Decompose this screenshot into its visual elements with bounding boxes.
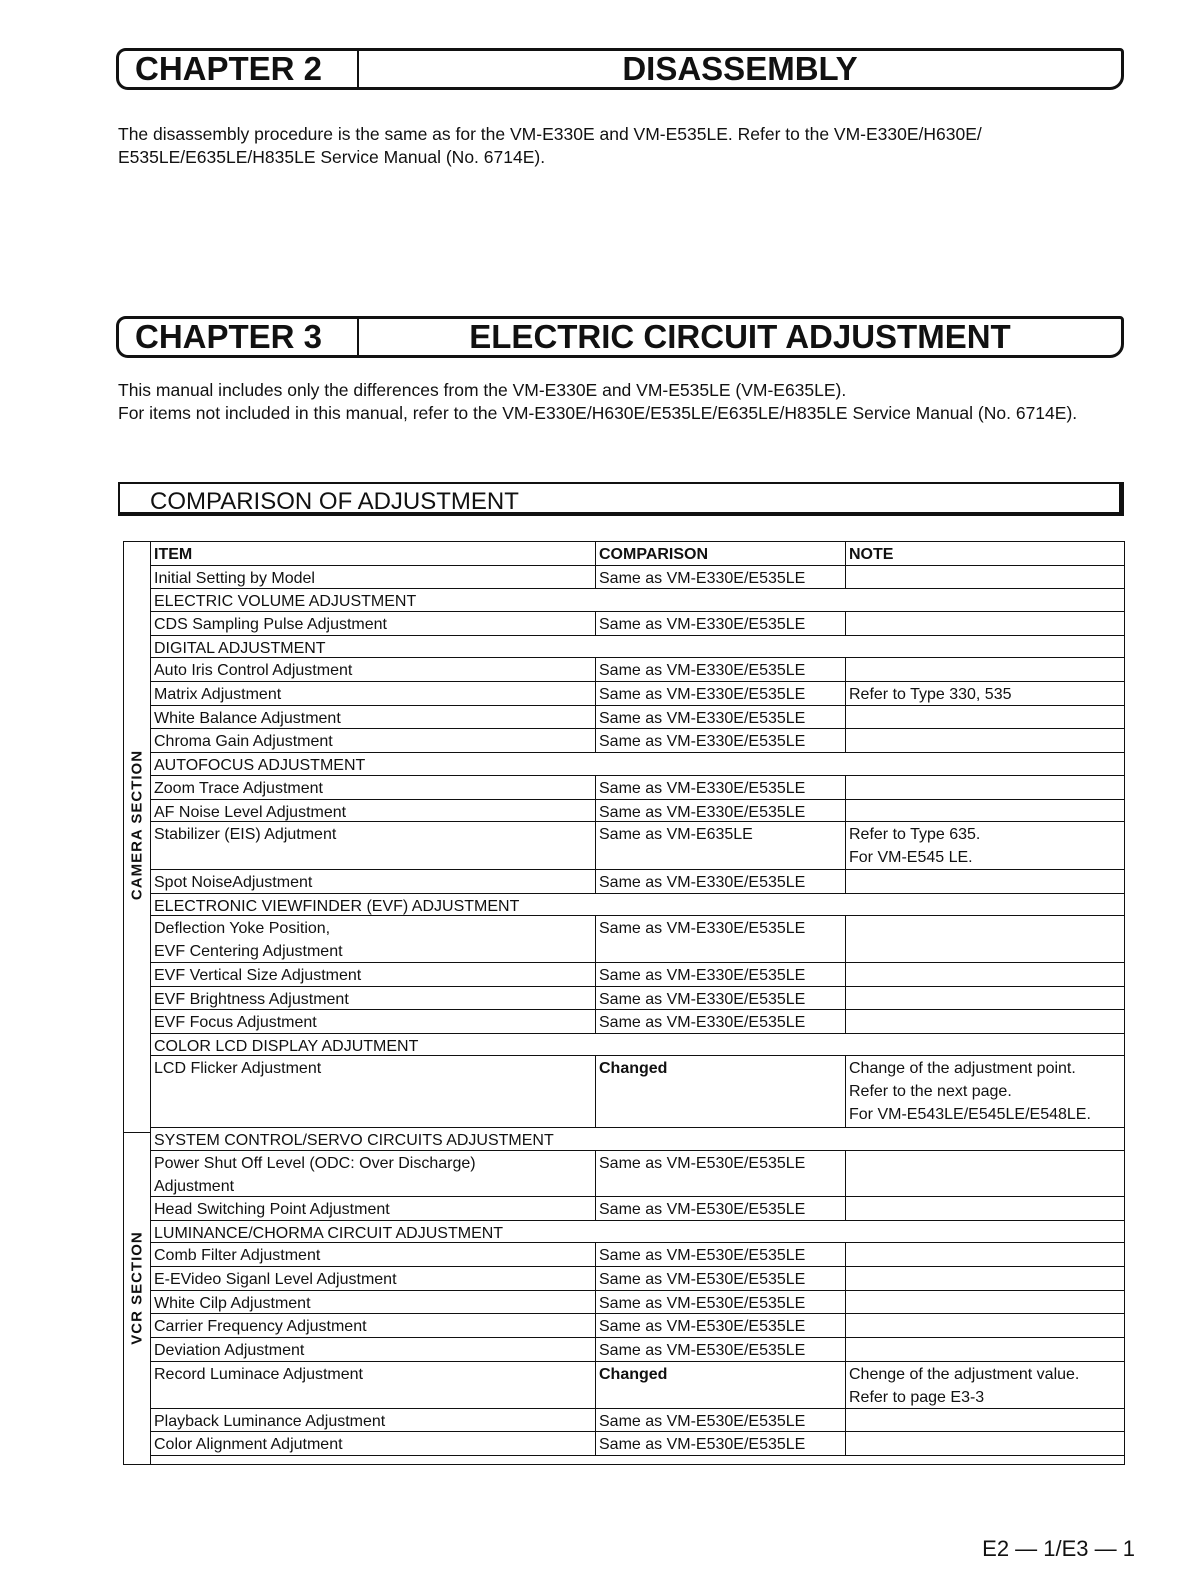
- table-row: [151, 729, 1124, 753]
- note-cell: [845, 1151, 1124, 1196]
- note-cell-text: For VM-E543LE/E545LE/E548LE.: [849, 1106, 1091, 1123]
- item-cell: [151, 1291, 595, 1313]
- item-cell: [151, 963, 595, 986]
- table-row: [151, 1432, 1124, 1456]
- camera-section-side: [124, 542, 151, 1133]
- table-row: [151, 776, 1124, 800]
- page-number: E2 — 1/E3 — 1: [982, 1536, 1135, 1561]
- comparison-heading: COMPARISON OF ADJUSTMENT: [150, 488, 519, 515]
- item-cell-text: E-EVideo Siganl Level Adjustment: [154, 1271, 397, 1288]
- comparison-cell: [595, 776, 845, 799]
- comparison-cell-text: Changed: [599, 1060, 668, 1077]
- item-cell-text: Head Switching Point Adjustment: [154, 1201, 390, 1218]
- vcr-section-side: [124, 1133, 151, 1464]
- table-row: [151, 1010, 1124, 1034]
- table-row: [151, 1338, 1124, 1362]
- vcr-section-label: VCR SECTION: [128, 1231, 146, 1345]
- comparison-cell-text: Changed: [599, 1366, 668, 1383]
- item-cell-text: Record Luminace Adjustment: [154, 1366, 363, 1383]
- table-section-row: [151, 1034, 1124, 1056]
- comparison-cell-text: Same as VM-E530E/E535LE: [599, 1318, 806, 1335]
- section-title-cell-text: DIGITAL ADJUSTMENT: [154, 640, 326, 657]
- item-cell-text: EVF Focus Adjustment: [154, 1014, 317, 1031]
- item-cell-text: Carrier Frequency Adjustment: [154, 1318, 367, 1335]
- comparison-cell-text: Same as VM-E330E/E535LE: [599, 780, 806, 797]
- chapter-3-number: CHAPTER 3: [119, 319, 359, 355]
- comparison-cell-text: Same as VM-E330E/E535LE: [599, 710, 806, 727]
- item-cell: [151, 776, 595, 799]
- item-cell: [151, 1314, 595, 1337]
- table-row: [151, 566, 1124, 589]
- chapter-2-title: DISASSEMBLY: [622, 50, 858, 87]
- table-row: [151, 682, 1124, 706]
- chapter-3-line-2: For items not included in this manual, refer to the VM-E330E/H630E/E535LE/E635LE/H835LE Service Manual (No. 6714E).: [118, 403, 1078, 423]
- note-cell: [845, 706, 1124, 728]
- comparison-cell-text: Same as VM-E330E/E535LE: [599, 686, 806, 703]
- note-cell-text: Change of the adjustment point.: [849, 1060, 1076, 1077]
- comparison-cell: [595, 1362, 845, 1408]
- note-cell: [845, 987, 1124, 1009]
- note-cell: [845, 1362, 1124, 1408]
- section-title-cell-text: LUMINANCE/CHORMA CIRCUIT ADJUSTMENT: [154, 1225, 504, 1242]
- note-cell: [845, 1056, 1124, 1127]
- item-cell: [151, 1267, 595, 1290]
- comparison-cell: [595, 800, 845, 821]
- item-cell-text: Deviation Adjustment: [154, 1342, 305, 1359]
- comparison-cell-text: Same as VM-E530E/E535LE: [599, 1436, 806, 1453]
- comparison-cell-text: Same as VM-E530E/E535LE: [599, 1342, 806, 1359]
- note-cell: [845, 658, 1124, 681]
- table-row: [151, 1151, 1124, 1197]
- note-cell: [845, 1010, 1124, 1033]
- note-cell: [845, 1409, 1124, 1431]
- comparison-cell-text: Same as VM-E635LE: [599, 826, 753, 843]
- item-cell-text: Chroma Gain Adjustment: [154, 733, 333, 750]
- note-cell: [845, 1267, 1124, 1290]
- note-cell: [845, 916, 1124, 962]
- table-row: [151, 870, 1124, 894]
- item-cell: [151, 682, 595, 705]
- comparison-cell: [595, 1338, 845, 1361]
- comparison-cell-text: Same as VM-E330E/E535LE: [599, 1014, 806, 1031]
- comparison-cell-text: Same as VM-E530E/E535LE: [599, 1155, 806, 1172]
- camera-section-label: CAMERA SECTION: [128, 749, 146, 901]
- note-cell: [845, 800, 1124, 821]
- chapter-3-text-block: [118, 379, 1108, 425]
- chapter-2-number: CHAPTER 2: [119, 51, 359, 87]
- note-cell: [845, 963, 1124, 986]
- note-cell: [845, 822, 1124, 869]
- item-cell: [151, 1151, 595, 1196]
- item-cell-text: Auto Iris Control Adjustment: [154, 662, 353, 679]
- comparison-cell-text: Same as VM-E530E/E535LE: [599, 1295, 806, 1312]
- table-section-row: [151, 1221, 1124, 1243]
- item-cell-text: Stabilizer (EIS) Adjutment: [154, 826, 337, 843]
- item-cell-text: Color Alignment Adjutment: [154, 1436, 343, 1453]
- chapter-3-title: ELECTRIC CIRCUIT ADJUSTMENT: [469, 318, 1011, 355]
- note-cell: [845, 776, 1124, 799]
- item-cell: [151, 870, 595, 893]
- item-cell-text: AF Noise Level Adjustment: [154, 804, 347, 821]
- section-title-cell: [151, 1128, 1124, 1150]
- comparison-cell: [595, 822, 845, 869]
- table-row: [151, 612, 1124, 636]
- comparison-cell-text: Same as VM-E330E/E535LE: [599, 616, 806, 633]
- comparison-cell: [595, 612, 845, 635]
- table-section-row: [151, 636, 1124, 658]
- item-cell-text: LCD Flicker Adjustment: [154, 1060, 322, 1077]
- chapter-2-text-block: [118, 123, 1108, 169]
- comparison-cell-text: Same as VM-E530E/E535LE: [599, 1271, 806, 1288]
- comparison-cell-text: Same as VM-E330E/E535LE: [599, 920, 806, 937]
- item-cell-text: Power Shut Off Level (ODC: Over Discharge): [154, 1155, 476, 1172]
- comparison-cell: [595, 1010, 845, 1033]
- comparison-cell: [595, 963, 845, 986]
- section-title-cell-text: AUTOFOCUS ADJUSTMENT: [154, 757, 366, 774]
- item-cell: [151, 800, 595, 821]
- note-cell: [845, 1291, 1124, 1313]
- table-row: [151, 800, 1124, 822]
- item-cell: [151, 612, 595, 635]
- comparison-heading-box: [118, 482, 1124, 516]
- table-row: [151, 963, 1124, 987]
- item-cell: [151, 706, 595, 728]
- table-row: [151, 1409, 1124, 1432]
- table-section-row: [151, 753, 1124, 776]
- item-cell-text: EVF Brightness Adjustment: [154, 991, 349, 1008]
- item-cell: [151, 822, 595, 869]
- table-row: [151, 1267, 1124, 1291]
- section-title-cell: [151, 1221, 1124, 1242]
- table-row: [151, 706, 1124, 729]
- comparison-cell: [595, 1291, 845, 1313]
- table-row: [151, 1243, 1124, 1267]
- item-cell: [151, 916, 595, 962]
- item-cell-text: CDS Sampling Pulse Adjustment: [154, 616, 387, 633]
- note-cell: [845, 729, 1124, 752]
- comparison-cell: [595, 1151, 845, 1196]
- item-cell: [151, 1338, 595, 1361]
- comparison-cell: [595, 1243, 845, 1266]
- comparison-cell: [595, 658, 845, 681]
- comparison-cell: [595, 1056, 845, 1127]
- item-cell-text: EVF Vertical Size Adjustment: [154, 967, 362, 984]
- note-cell: [845, 1338, 1124, 1361]
- note-cell: [845, 682, 1124, 705]
- item-cell-text: Zoom Trace Adjustment: [154, 780, 323, 797]
- item-cell-text: Comb Filter Adjustment: [154, 1247, 321, 1264]
- note-cell: [845, 1432, 1124, 1455]
- table-row: [151, 1291, 1124, 1314]
- comparison-cell: [595, 706, 845, 728]
- table-row: [151, 1056, 1124, 1128]
- note-cell: [845, 612, 1124, 635]
- table-section-row: [151, 1128, 1124, 1151]
- section-title-cell-text: ELECTRONIC VIEWFINDER (EVF) ADJUSTMENT: [154, 898, 520, 915]
- header-item: ITEM: [154, 546, 193, 563]
- item-cell-text: Matrix Adjustment: [154, 686, 282, 703]
- table-row: [151, 658, 1124, 682]
- table-header-row: [151, 542, 1124, 566]
- comparison-cell: [595, 1197, 845, 1220]
- table-section-row: [151, 894, 1124, 916]
- note-cell: [845, 1314, 1124, 1337]
- item-cell: [151, 729, 595, 752]
- comparison-cell-text: Same as VM-E530E/E535LE: [599, 1201, 806, 1218]
- comparison-cell-text: Same as VM-E530E/E535LE: [599, 1413, 806, 1430]
- note-cell-text: Chenge of the adjustment value.: [849, 1366, 1080, 1383]
- note-cell: [845, 1197, 1124, 1220]
- table-row: [151, 1197, 1124, 1221]
- item-cell-text: White Cilp Adjustment: [154, 1295, 311, 1312]
- item-cell: [151, 658, 595, 681]
- table-row: [151, 987, 1124, 1010]
- section-title-cell: [151, 894, 1124, 915]
- item-cell: [151, 1409, 595, 1431]
- chapter-2-banner: [116, 48, 1124, 90]
- section-title-cell-text: COLOR LCD DISPLAY ADJUTMENT: [154, 1038, 419, 1055]
- note-cell-text: Refer to Type 635.: [849, 826, 981, 843]
- comparison-cell: [595, 1409, 845, 1431]
- item-cell-text: Initial Setting by Model: [154, 570, 315, 587]
- item-cell: [151, 1197, 595, 1220]
- item-cell-text: Playback Luminance Adjustment: [154, 1413, 386, 1430]
- comparison-cell: [595, 729, 845, 752]
- section-title-cell: [151, 753, 1124, 775]
- item-cell-text: Deflection Yoke Position,: [154, 920, 331, 937]
- item-cell: [151, 566, 595, 588]
- comparison-cell-text: Same as VM-E330E/E535LE: [599, 662, 806, 679]
- note-cell: [845, 1243, 1124, 1266]
- item-cell: [151, 1362, 595, 1408]
- chapter-3-banner: [116, 316, 1124, 358]
- chapter-2-text: The disassembly procedure is the same as for the VM-E330E and VM-E535LE. Refer to the VM-E330E/H630E/ E535LE/E635LE/H835LE Service Manual (No. 6714E).: [118, 124, 982, 167]
- comparison-cell-text: Same as VM-E330E/E535LE: [599, 991, 806, 1008]
- comparison-table: [123, 541, 1125, 1465]
- comparison-cell: [595, 1432, 845, 1455]
- comparison-cell: [595, 870, 845, 893]
- comparison-cell: [595, 987, 845, 1009]
- item-cell: [151, 1243, 595, 1266]
- comparison-cell-text: Same as VM-E530E/E535LE: [599, 1247, 806, 1264]
- section-title-cell-text: SYSTEM CONTROL/SERVO CIRCUITS ADJUSTMENT: [154, 1132, 554, 1149]
- header-note: NOTE: [845, 542, 1124, 565]
- item-cell: [151, 1010, 595, 1033]
- item-cell-text: Adjustment: [154, 1178, 235, 1195]
- comparison-cell: [595, 1267, 845, 1290]
- section-title-cell: [151, 1034, 1124, 1055]
- header-comparison: COMPARISON: [595, 542, 845, 565]
- item-cell: [151, 987, 595, 1009]
- item-cell: [151, 1432, 595, 1455]
- table-row: [151, 1314, 1124, 1338]
- comparison-cell-text: Same as VM-E330E/E535LE: [599, 733, 806, 750]
- note-cell-text: For VM-E545 LE.: [849, 849, 973, 866]
- note-cell: [845, 870, 1124, 893]
- table-section-row: [151, 589, 1124, 612]
- item-cell-text: Spot NoiseAdjustment: [154, 874, 313, 891]
- comparison-cell-text: Same as VM-E330E/E535LE: [599, 967, 806, 984]
- comparison-cell: [595, 566, 845, 588]
- note-cell-text: Refer to page E3-3: [849, 1389, 985, 1406]
- comparison-cell-text: Same as VM-E330E/E535LE: [599, 804, 806, 821]
- note-cell-text: Refer to the next page.: [849, 1083, 1012, 1100]
- item-cell-text: White Balance Adjustment: [154, 710, 341, 727]
- comparison-cell: [595, 1314, 845, 1337]
- note-cell-text: Refer to Type 330, 535: [849, 686, 1012, 703]
- section-title-cell: [151, 589, 1124, 611]
- comparison-cell-text: Same as VM-E330E/E535LE: [599, 874, 806, 891]
- chapter-3-line-1: This manual includes only the differences from the VM-E330E and VM-E535LE (VM-E635LE).: [118, 380, 847, 400]
- comparison-cell-text: Same as VM-E330E/E535LE: [599, 570, 806, 587]
- table-row: [151, 1362, 1124, 1409]
- comparison-cell: [595, 682, 845, 705]
- section-title-cell: [151, 636, 1124, 657]
- item-cell: [151, 1056, 595, 1127]
- table-row: [151, 916, 1124, 963]
- item-cell-text: EVF Centering Adjustment: [154, 943, 343, 960]
- note-cell: [845, 566, 1124, 588]
- section-title-cell-text: ELECTRIC VOLUME ADJUSTMENT: [154, 593, 417, 610]
- table-row: [151, 822, 1124, 870]
- comparison-cell: [595, 916, 845, 962]
